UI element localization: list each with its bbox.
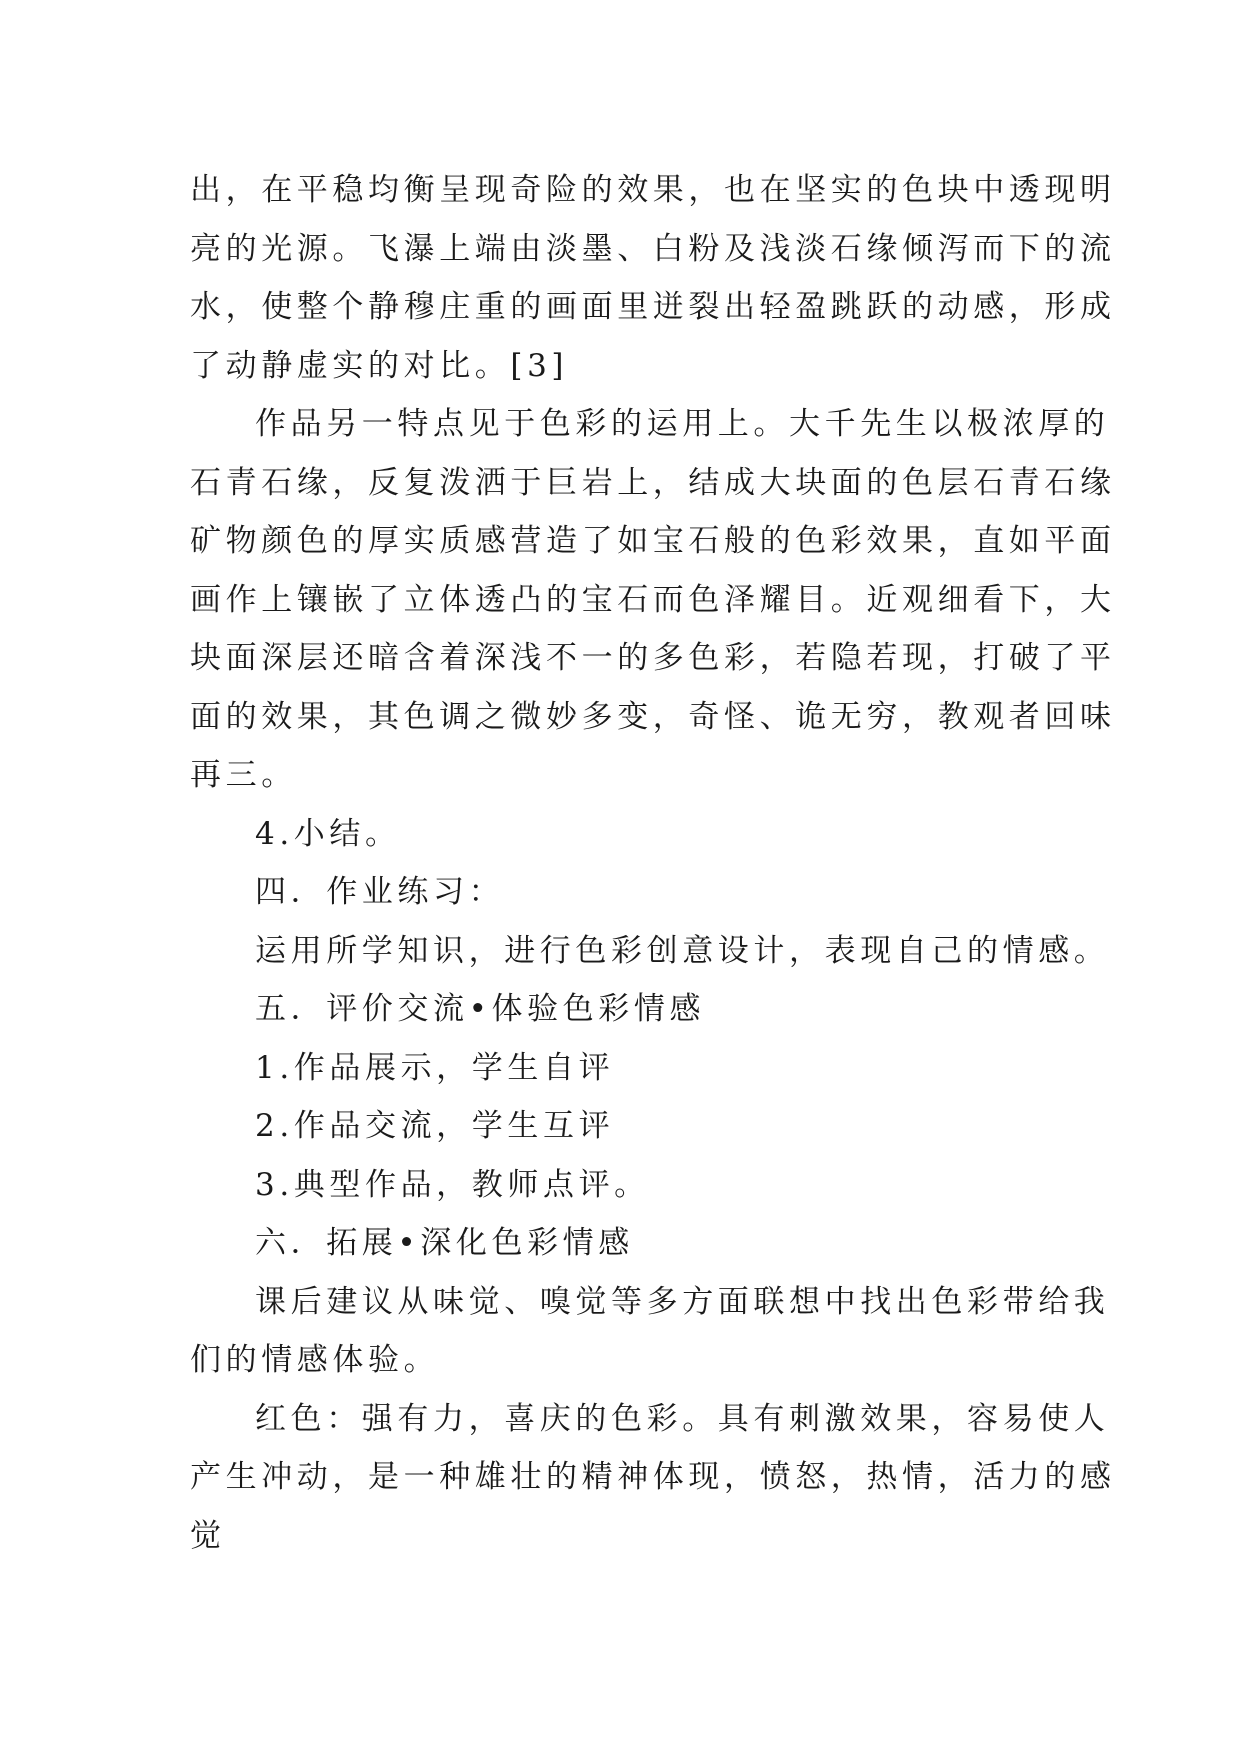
text-line: 面的效果，其色调之微妙多变，奇怪、诡无穷，教观者回味: [190, 698, 1116, 735]
text-line: 块面深层还暗含着深浅不一的多色彩，若隐若现，打破了平: [190, 640, 1116, 676]
text-line: 出，在平稳均衡呈现奇险的效果，也在坚实的色块中透现明: [190, 172, 1116, 208]
text-line: 石青石缘，反复泼洒于巨岩上，结成大块面的色层石青石缘: [190, 464, 1116, 501]
evaluation-item: 1.作品展示，学生自评: [255, 1049, 615, 1086]
text-line: 们的情感体验。: [190, 1342, 440, 1378]
paragraph-start-line: 作品另一特点见于色彩的运用上。大千先生以极浓厚的: [255, 406, 1110, 442]
homework-text: 运用所学知识，进行色彩创意设计，表现自己的情感。: [255, 932, 1110, 969]
section-heading-evaluation: 五．评价交流•体验色彩情感: [255, 991, 706, 1027]
text-line: 水，使整个静穆庄重的画面里迸裂出轻盈跳跃的动感，形成: [190, 289, 1116, 325]
text-line: 产生冲动，是一种雄壮的精神体现，愤怒，热情，活力的感: [190, 1459, 1116, 1495]
text-line: 了动静虚实的对比。[3]: [190, 347, 569, 384]
text-line: 觉: [190, 1517, 226, 1554]
evaluation-item: 3.典型作品，教师点评。: [255, 1166, 650, 1203]
section-heading-homework: 四．作业练习：: [255, 874, 505, 910]
text-line: 再三。: [190, 757, 297, 793]
summary-item: 4.小结。: [255, 815, 401, 852]
paragraph-start-line: 课后建议从味觉、嗅觉等多方面联想中找出色彩带给我: [255, 1283, 1110, 1320]
evaluation-item: 2.作品交流，学生互评: [255, 1108, 615, 1144]
text-line: 画作上镶嵌了立体透凸的宝石而色泽耀目。近观细看下，大: [190, 581, 1116, 618]
text-line: 亮的光源。飞瀑上端由淡墨、白粉及浅淡石缘倾泻而下的流: [190, 230, 1116, 267]
section-heading-extension: 六．拓展•深化色彩情感: [255, 1225, 634, 1261]
body-text: [190, 161, 1116, 1565]
paragraph-start-line: 红色：强有力，喜庆的色彩。具有刺激效果，容易使人: [255, 1400, 1110, 1437]
text-line: 矿物颜色的厚实质感营造了如宝石般的色彩效果，直如平面: [190, 523, 1116, 559]
